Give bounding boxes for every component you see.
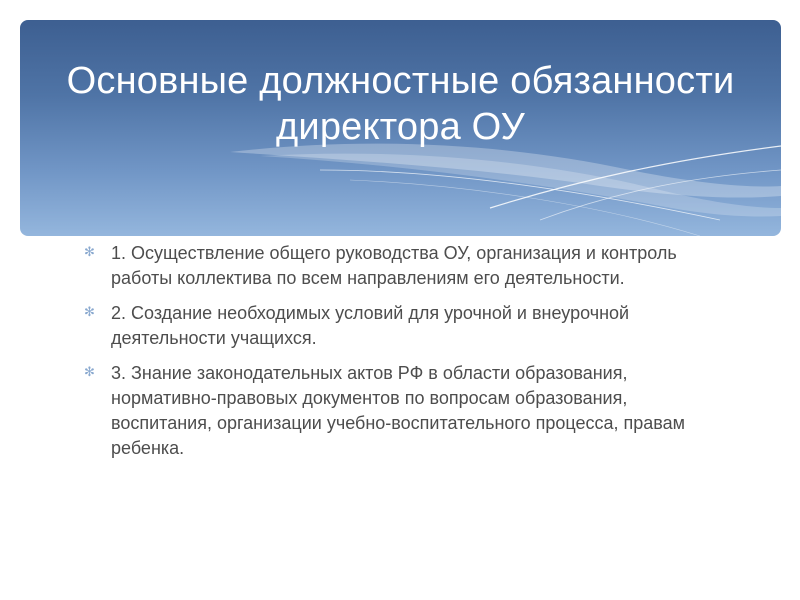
slide-title: Основные должностные обязанности директора ОУ xyxy=(66,60,735,148)
bullet-list xyxy=(84,241,724,471)
bullet-item xyxy=(84,241,724,291)
title-banner xyxy=(20,20,781,236)
snowflake-bullet-icon: ✻ xyxy=(84,364,95,379)
bullet-text: 3. Знание законодательных актов РФ в области образования, нормативно-правовых документов по вопросам образования, воспитания, организации учебно-воспитательного процесса, правам ребенка. xyxy=(111,363,686,458)
bullet-item xyxy=(84,361,724,461)
bullet-item xyxy=(84,301,724,351)
snowflake-bullet-icon: ✻ xyxy=(84,244,95,259)
snowflake-bullet-icon: ✻ xyxy=(84,304,95,319)
bullet-text: 1. Осуществление общего руководства ОУ, организация и контроль работы коллектива по всем направлениям его деятельности. xyxy=(111,243,677,288)
bullet-text: 2. Создание необходимых условий для урочной и внеурочной деятельности учащихся. xyxy=(111,303,630,348)
